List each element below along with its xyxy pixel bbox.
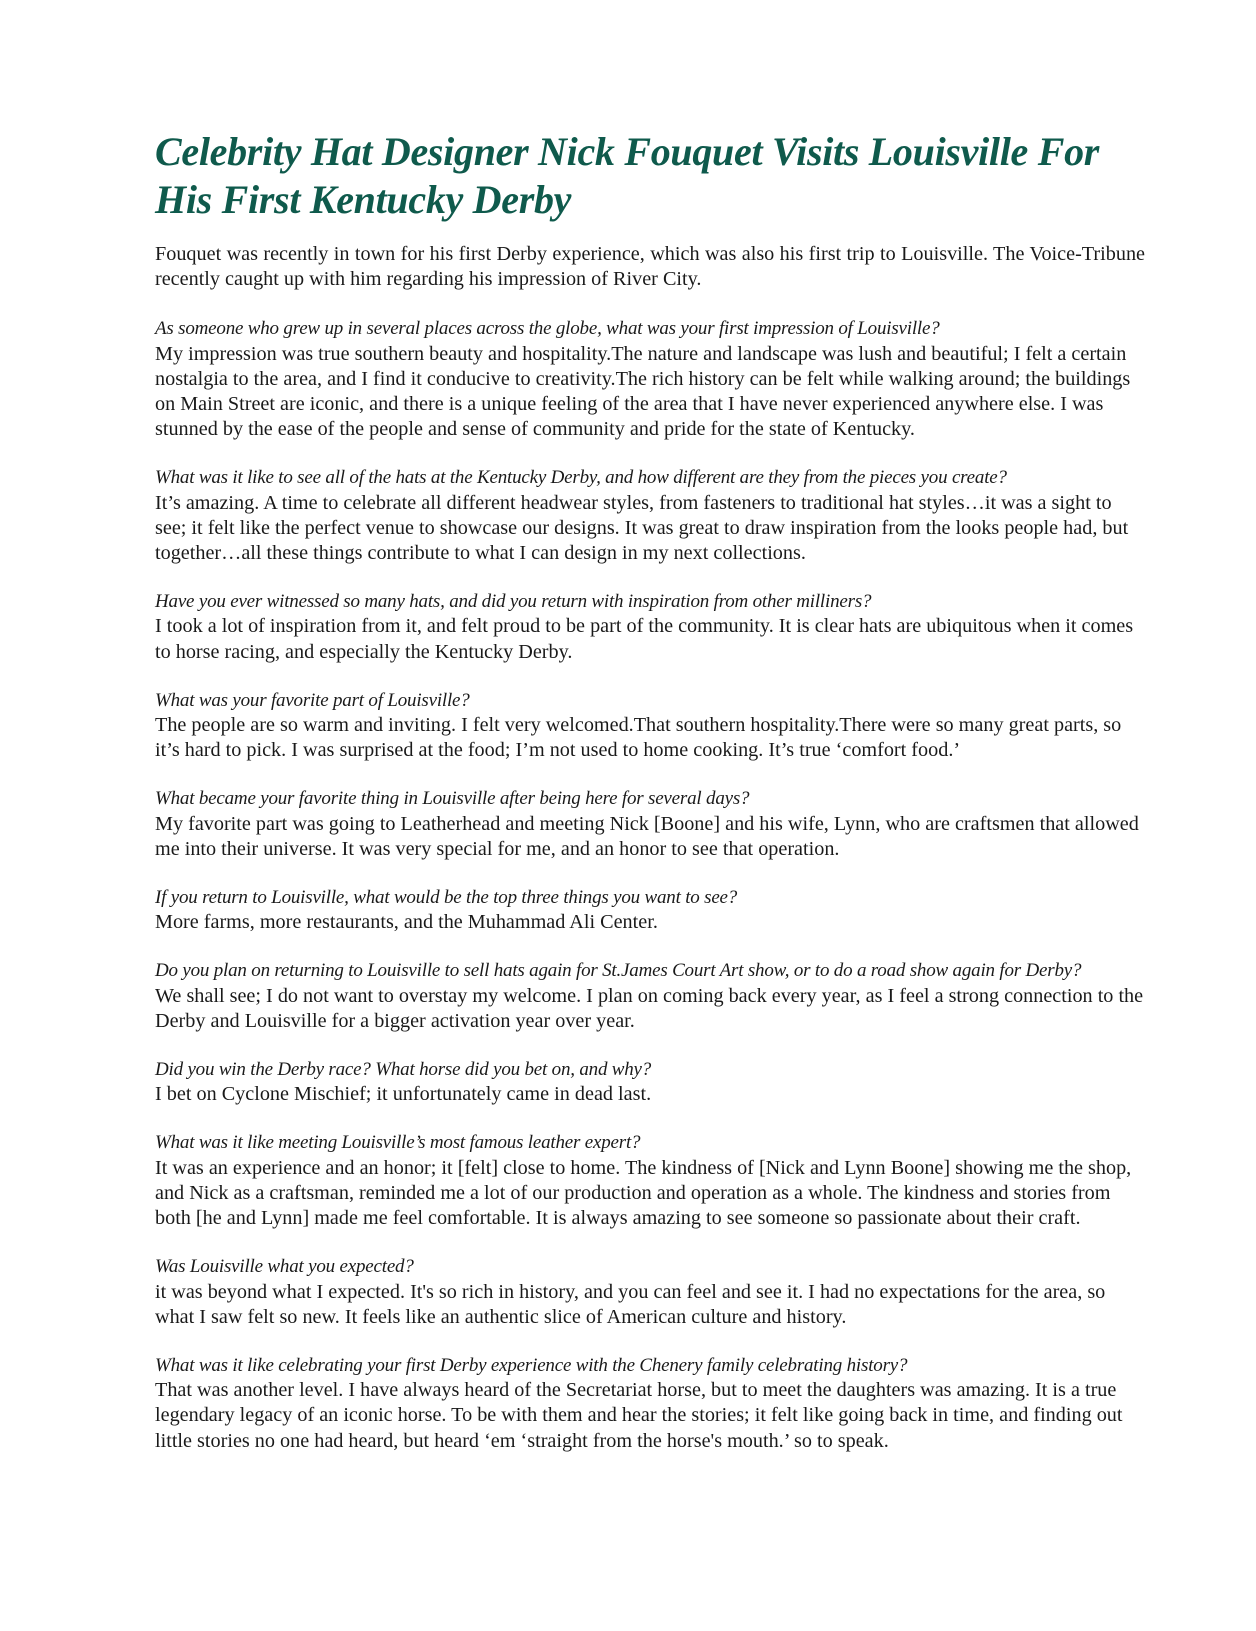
qa-answer: My impression was true southern beauty and hospitality.The nature and landscape was lush and beautiful; I felt a certain nostalgia to the area, and I find it conducive to creativity.The rich history can be felt while walking around; the buildings on Main Street are iconic, and there is a unique feeling of the area that I have never experienced anywhere else. I was stunned by the ease of the people and sense of community and pride for the state of Kentucky. — [155, 342, 1131, 441]
qa-item — [155, 885, 1145, 935]
qa-question: What was it like meeting Louisville’s most famous leather expert? — [155, 1132, 641, 1154]
article-title: Celebrity Hat Designer Nick Fouquet Visits Louisville For His First Kentucky Derby — [155, 129, 1100, 222]
qa-answer: My favorite part was going to Leatherhead and meeting Nick [Boone] and his wife, Lynn, who are craftsmen that allowed me into their universe. It was very special for me, and an honor to see that operation. — [155, 812, 1139, 860]
qa-question: What was your favorite part of Louisville? — [155, 689, 470, 711]
qa-item — [155, 958, 1145, 1034]
qa-item — [155, 1254, 1145, 1330]
qa-question: What was it like to see all of the hats at the Kentucky Derby, and how different are they from the pieces you create? — [155, 467, 1007, 489]
qa-answer: it was beyond what I expected. It's so rich in history, and you can feel and see it. I had no expectations for the area, so what I saw felt so new. It feels like an authentic slice of American culture and history. — [155, 1280, 1106, 1328]
qa-item — [155, 1057, 1145, 1107]
qa-question: Did you win the Derby race? What horse did you bet on, and why? — [155, 1059, 652, 1081]
qa-item — [155, 465, 1145, 566]
qa-item — [155, 786, 1145, 862]
qa-answer: We shall see; I do not want to overstay my welcome. I plan on coming back every year, as I feel a strong connection to the Derby and Louisville for a bigger activation year over year. — [155, 984, 1144, 1032]
qa-answer: I bet on Cyclone Mischief; it unfortunately came in dead last. — [155, 1083, 652, 1106]
qa-answer: It was an experience and an honor; it [felt] close to home. The kindness of [Nick and Lynn Boone] showing me the shop, and Nick as a craftsman, reminded me a lot of our production and operation as a whole. The kindness and stories from both [he and Lynn] made me feel comfortable. It is always amazing to see someone so passionate about their craft. — [155, 1156, 1132, 1230]
qa-answer: The people are so warm and inviting. I felt very welcomed.That southern hospitality.There were so many great parts, so it’s hard to pick. I was surprised at the food; I’m not used to home cooking. It’s true ‘comfort food.’ — [155, 714, 1122, 762]
qa-question: As someone who grew up in several places across the globe, what was your first impression of Louisville? — [155, 318, 940, 340]
qa-question: What was it like celebrating your first Derby experience with the Chenery family celebrating history? — [155, 1354, 908, 1376]
qa-item — [155, 589, 1145, 665]
qa-question: Have you ever witnessed so many hats, and did you return with inspiration from other milliners? — [155, 591, 872, 613]
qa-question: What became your favorite thing in Louisville after being here for several days? — [155, 788, 750, 810]
qa-item — [155, 688, 1145, 764]
qa-item — [155, 1130, 1145, 1231]
qa-answer: It’s amazing. A time to celebrate all different headwear styles, from fasteners to traditional hat styles…it was a sight to see; it felt like the perfect venue to showcase our designs. It was great to draw inspiration from the looks people had, but together…all these things contribute to what I can design in my next collections. — [155, 491, 1129, 565]
qa-question: Was Louisville what you expected? — [155, 1256, 414, 1278]
article-intro: Fouquet was recently in town for his first Derby experience, which was also his first trip to Louisville. The Voice-Tribune recently caught up with him regarding his impression of River City. — [155, 243, 1145, 291]
qa-answer: I took a lot of inspiration from it, and felt proud to be part of the community. It is clear hats are ubiquitous when it comes to horse racing, and especially the Kentucky Derby. — [155, 615, 1134, 663]
qa-item — [155, 1353, 1145, 1454]
qa-question: Do you plan on returning to Louisville to sell hats again for St.James Court Art show, or to do a road show again for Derby? — [155, 960, 1082, 982]
qa-question: If you return to Louisville, what would be the top three things you want to see? — [155, 887, 738, 909]
qa-answer: More farms, more restaurants, and the Muhammad Ali Center. — [155, 911, 658, 934]
qa-item — [155, 316, 1145, 442]
qa-answer: That was another level. I have always heard of the Secretariat horse, but to meet the daughters was amazing. It is a true legendary legacy of an iconic horse. To be with them and hear the stories; it felt like going back in time, and finding out little stories no one had heard, but heard ‘em ‘straight from the horse's mouth.’ so to speak. — [155, 1379, 1123, 1452]
article — [155, 128, 1145, 1477]
